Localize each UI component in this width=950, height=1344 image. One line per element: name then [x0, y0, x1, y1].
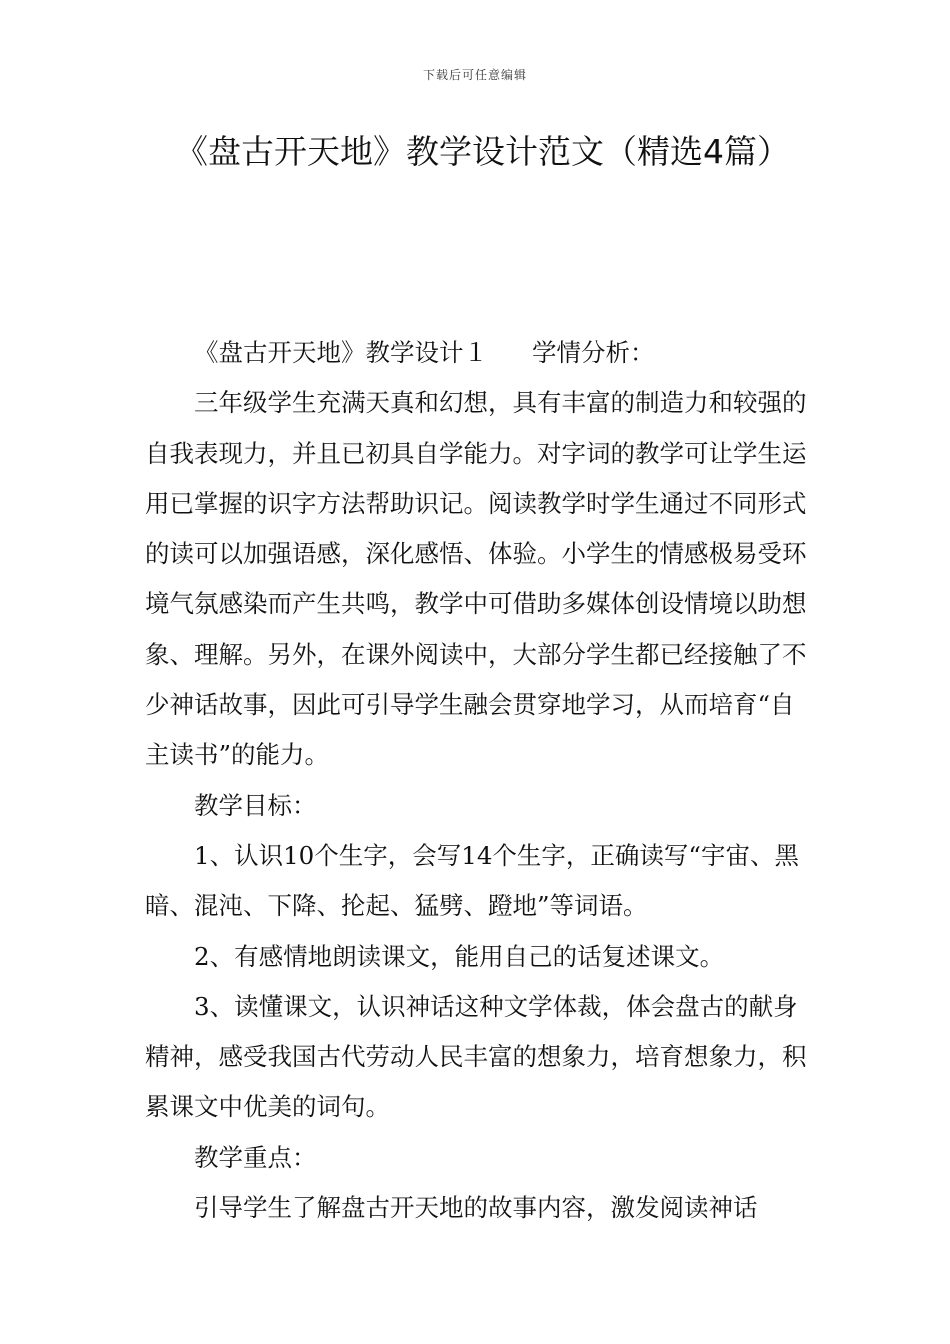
paragraph-objective-1: 1、认识10个生字，会写14个生字，正确读写“宇宙、黑暗、混沌、下降、抡起、猛劈、蹬地”等词语。 — [145, 840, 799, 921]
document-title: 《盘古开天地》教学设计范文（精选4篇） — [175, 132, 790, 171]
document-body — [145, 328, 815, 1233]
paragraph-objective-2: 2、有感情地朗读课文，能用自己的话复述课文。 — [194, 941, 725, 971]
header-note: 下载后可任意编辑 — [422, 68, 527, 82]
paragraph-objectives-heading: 教学目标： — [194, 790, 317, 820]
paragraph-key-points-heading: 教学重点： — [194, 1142, 317, 1172]
paragraph-objective-3: 3、读懂课文，认识神话这种文学体裁，体会盘古的献身精神，感受我国古代劳动人民丰富的想象力，培育想象力，积累课文中优美的词句。 — [145, 991, 807, 1122]
section-subheading: 学情分析： — [532, 338, 655, 367]
section-heading: 《盘古开天地》教学设计１ — [194, 338, 488, 367]
section-heading-line — [145, 328, 815, 378]
paragraph-key-points: 引导学生了解盘古开天地的故事内容，激发阅读神话 — [194, 1193, 758, 1223]
paragraph-learner-analysis: 三年级学生充满天真和幻想，具有丰富的制造力和较强的自我表现力，并且已初具自学能力。对字词的教学可让学生运用已掌握的识字方法帮助识记。阅读教学时学生通过不同形式的读可以加强语感，深化感悟、体验。小学生的情感极易受环境气氛感染而产生共鸣，教学中可借助多媒体创设情境以助想象、理解。另外，在课外阅读中，大部分学生都已经接触了不少神话故事，因此可引导学生融会贯穿地学习，从而培育“自主读书”的能力。 — [145, 388, 807, 770]
